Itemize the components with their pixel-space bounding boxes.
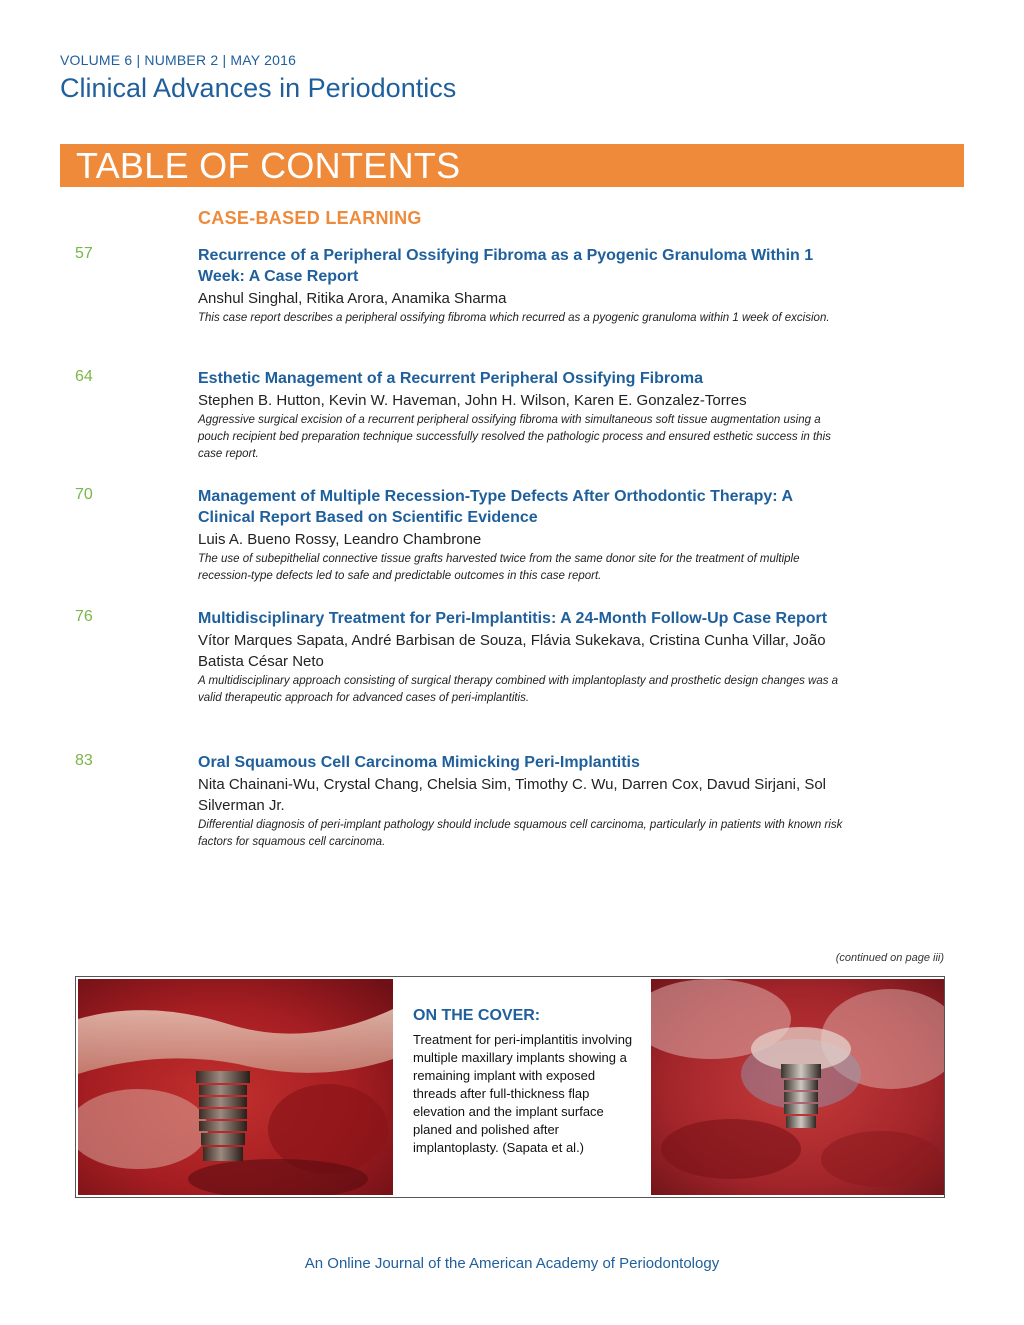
- issue-line: VOLUME 6 | NUMBER 2 | MAY 2016: [60, 52, 297, 68]
- article-title-link[interactable]: Multidisciplinary Treatment for Peri-Implantitis: A 24-Month Follow-Up Case Report: [198, 610, 828, 627]
- footer-text: An Online Journal of the American Academy of Periodontology: [304, 1255, 720, 1272]
- article-body: [198, 752, 848, 851]
- page-number: 64: [75, 368, 93, 385]
- cover-photo-right: [651, 979, 944, 1195]
- section-title: CASE-BASED LEARNING: [198, 208, 422, 228]
- article-authors: Nita Chainani-Wu, Crystal Chang, Chelsia Sim, Timothy C. Wu, Darren Cox, Davud Sirjani, Sol Silverman Jr.: [198, 776, 827, 814]
- cover-photo-left: [78, 979, 393, 1195]
- article-summary: A multidisciplinary approach consisting of surgical therapy combined with implantoplasty and prosthetic design changes was a valid therapeutic approach for advanced cases of peri-implantitis.: [198, 675, 839, 704]
- continued-note: (continued on page iii): [835, 952, 944, 964]
- toc-banner: [60, 144, 964, 187]
- cover-box: [75, 976, 945, 1198]
- article-summary: Aggressive surgical excision of a recurrent peripheral ossifying fibroma with simultaneous soft tissue augmentation using a pouch recipient bed preparation technique successfully resolved the pathologic process and ensured esthetic success in this case report.: [198, 414, 831, 460]
- article-title-link[interactable]: Recurrence of a Peripheral Ossifying Fibroma as a Pyogenic Granuloma Within 1 Week: A Case Report: [198, 247, 814, 285]
- page-number: 70: [75, 486, 93, 503]
- article-body: [198, 368, 848, 463]
- article-body: [198, 245, 848, 327]
- article-authors: Stephen B. Hutton, Kevin W. Haveman, John H. Wilson, Karen E. Gonzalez-Torres: [198, 392, 747, 409]
- article-summary: Differential diagnosis of peri-implant pathology should include squamous cell carcinoma, particularly in patients with known risk factors for squamous cell carcinoma.: [198, 819, 843, 848]
- page-number: 83: [75, 752, 93, 769]
- article-summary: The use of subepithelial connective tissue grafts harvested twice from the same donor site for the treatment of multiple recession-type defects led to safe and predictable outcomes in this case report.: [198, 553, 800, 582]
- article-authors: Vítor Marques Sapata, André Barbisan de Souza, Flávia Sukekava, Cristina Cunha Villar, João Batista César Neto: [198, 632, 826, 670]
- article-title-link[interactable]: Management of Multiple Recession-Type Defects After Orthodontic Therapy: A Clinical Report Based on Scientific Evidence: [198, 488, 793, 526]
- journal-title: Clinical Advances in Periodontics: [60, 73, 457, 103]
- article-authors: Luis A. Bueno Rossy, Leandro Chambrone: [198, 531, 482, 548]
- article-body: [198, 608, 848, 707]
- toc-banner-text: TABLE OF CONTENTS: [76, 145, 461, 186]
- article-summary: This case report describes a peripheral ossifying fibroma which recurred as a pyogenic granuloma within 1 week of excision.: [198, 312, 830, 324]
- cover-caption: Treatment for peri-implantitis involving multiple maxillary implants showing a remaining implant with exposed threads after full-thickness flap elevation and the implant surface planed and polished after implantoplasty. (Sapata et al.): [413, 1032, 633, 1155]
- cover-text: [413, 1007, 638, 1157]
- page-number: 76: [75, 608, 93, 625]
- article-authors: Anshul Singhal, Ritika Arora, Anamika Sharma: [198, 290, 507, 307]
- article-title-link[interactable]: Esthetic Management of a Recurrent Peripheral Ossifying Fibroma: [198, 370, 704, 387]
- cover-heading: ON THE COVER:: [413, 1007, 541, 1024]
- article-title-link[interactable]: Oral Squamous Cell Carcinoma Mimicking Peri-Implantitis: [198, 754, 640, 771]
- page-number: 57: [75, 245, 93, 262]
- article-body: [198, 486, 848, 585]
